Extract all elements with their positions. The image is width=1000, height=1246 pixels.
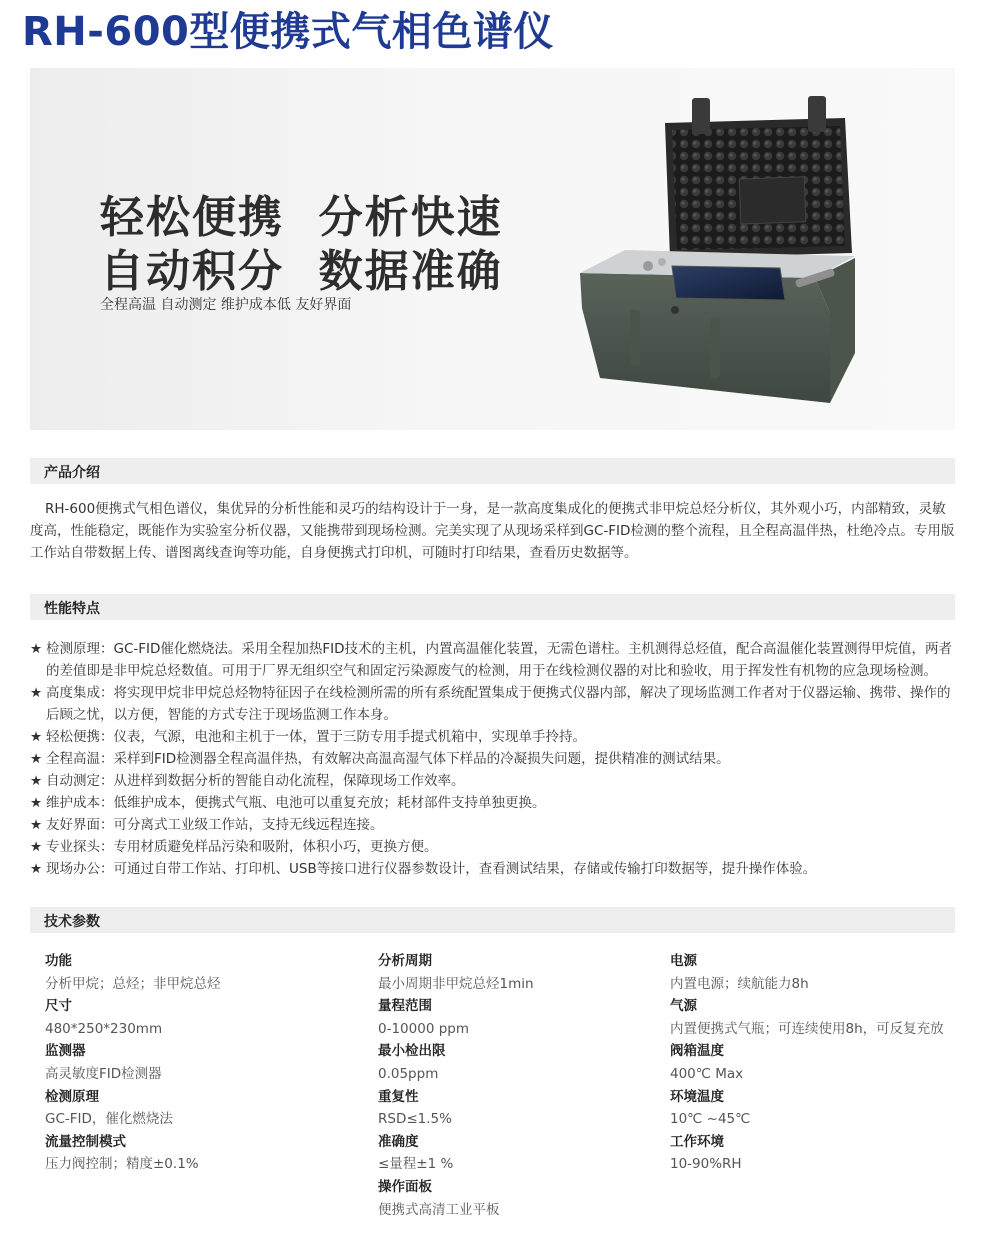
spec-label: 监测器 (45, 1043, 86, 1060)
specs-column-3 (670, 950, 944, 1176)
intro-paragraph: RH-600便携式气相色谱仪，集优异的分析性能和灵巧的结构设计于一身，是一款高度集成化的便携式非甲烷总烃分析仪，其外观小巧，内部精致，灵敏度高，性能稳定，既能作为实验室分析仪器，又能携带到现场检测。完美实现了从现场采样到GC-FID检测的整个流程，且全程高温伴热，杜绝冷点。专用版工作站自带数据上传、谱图离线查询等功能，自身便携式打印机，可随时打印结果，查看历史数据等。 (30, 501, 955, 561)
spec-label: 电源 (670, 953, 697, 969)
star-icon: ★ (30, 795, 43, 811)
section-title-specs: 技术参数 (44, 914, 100, 930)
spec-label: 阀箱温度 (670, 1043, 724, 1060)
spec-label: 功能 (45, 953, 72, 969)
hero-slogan-line1: 轻松便携 分析快速 (100, 192, 503, 243)
features-list (30, 638, 955, 880)
spec-label: 量程范围 (378, 998, 432, 1015)
hero-banner (30, 68, 955, 430)
feature-item: ★ 全程高温：采样到FID检测器全程高温伴热，有效解决高温高湿气体下样品的冷凝损失问题，提供精准的测试结果。 (30, 748, 955, 770)
page-title: RH-600型便携式气相色谱仪 (22, 9, 554, 55)
spec-value: 高灵敏度FID检测器 (45, 1065, 162, 1082)
star-icon: ★ (30, 839, 43, 855)
spec-label: 检测原理 (45, 1088, 99, 1105)
spec-value: 内置电源；续航能力8h (670, 975, 809, 992)
section-header-intro (30, 458, 955, 484)
spec-value: 10-90%RH (670, 1156, 742, 1173)
star-icon: ★ (30, 817, 43, 833)
spec-value: 400℃ Max (670, 1065, 744, 1082)
spec-label: 准确度 (378, 1133, 419, 1150)
star-icon: ★ (30, 641, 43, 657)
spec-value: 内置便携式气瓶；可连续使用8h，可反复充放 (670, 1020, 944, 1037)
hero-slogan-line2: 自动积分 数据准确 (100, 246, 503, 297)
gas-chromatograph-image (570, 78, 960, 418)
feature-item: ★ 检测原理：GC-FID催化燃烧法。采用全程加热FID技术的主机，内置高温催化装置，无需色谱柱。主机测得总烃值，配合高温催化装置测得甲烷值，两者的差值即是非甲烷总烃数值。可用于厂界无组织空气和固定污染源废气的检测，用于在线检测仪器的对比和验收，用于挥发性有机物的应急现场检测。 (30, 638, 955, 682)
spec-value: ≤量程±1 % (378, 1156, 454, 1173)
hero-tagline: 全程高温 自动测定 维护成本低 友好界面 (100, 297, 352, 313)
feature-item: ★ 专业探头：专用材质避免样品污染和吸附，体积小巧，更换方便。 (30, 836, 955, 858)
spec-value: 最小周期非甲烷总烃1min (378, 975, 534, 992)
section-header-features (30, 594, 955, 620)
feature-item: ★ 高度集成：将实现甲烷非甲烷总烃物特征因子在线检测所需的所有系统配置集成于便携式仪器内部，解决了现场监测工作者对于仪器运输、携带、操作的后顾之忧，以方便，智能的方式专注于现场监测工作本身。 (30, 682, 955, 726)
spec-value: 10℃ ~45℃ (670, 1111, 751, 1128)
spec-label: 工作环境 (670, 1133, 724, 1150)
spec-label: 操作面板 (378, 1178, 432, 1195)
spec-value: 0-10000 ppm (378, 1020, 469, 1037)
feature-item: ★ 友好界面：可分离式工业级工作站，支持无线远程连接。 (30, 814, 955, 836)
star-icon: ★ (30, 729, 43, 745)
spec-value: 便携式高清工业平板 (378, 1201, 500, 1218)
star-icon: ★ (30, 773, 43, 789)
star-icon: ★ (30, 685, 43, 701)
star-icon: ★ (30, 751, 43, 767)
section-header-specs (30, 907, 955, 933)
spec-label: 流量控制模式 (45, 1133, 126, 1150)
spec-label: 最小检出限 (378, 1043, 446, 1060)
spec-value: RSD≤1.5% (378, 1111, 452, 1128)
feature-item: ★ 维护成本：低维护成本，便携式气瓶、电池可以重复充放；耗材部件支持单独更换。 (30, 792, 955, 814)
spec-value: 压力阀控制；精度±0.1% (45, 1156, 199, 1173)
specs-column-1 (45, 950, 221, 1176)
spec-value: 0.05ppm (378, 1065, 439, 1082)
specs-column-2 (378, 950, 534, 1221)
feature-item: ★ 轻松便携：仪表，气源，电池和主机于一体，置于三防专用手提式机箱中，实现单手拎持。 (30, 726, 955, 748)
section-title-intro: 产品介绍 (44, 465, 100, 481)
spec-value: GC-FID，催化燃烧法 (45, 1111, 173, 1128)
star-icon: ★ (30, 861, 43, 877)
spec-label: 尺寸 (45, 998, 72, 1015)
spec-label: 分析周期 (378, 953, 432, 969)
feature-item: ★ 自动测定：从进样到数据分析的智能自动化流程，保障现场工作效率。 (30, 770, 955, 792)
spec-value: 分析甲烷；总烃；非甲烷总烃 (45, 975, 221, 992)
spec-value: 480*250*230mm (45, 1020, 163, 1037)
feature-item: ★ 现场办公：可通过自带工作站、打印机、USB等接口进行仪器参数设计，查看测试结果，存储或传输打印数据等，提升操作体验。 (30, 858, 955, 880)
section-title-features: 性能特点 (44, 601, 100, 617)
spec-label: 重复性 (378, 1088, 419, 1105)
spec-label: 气源 (670, 998, 697, 1015)
spec-label: 环境温度 (670, 1088, 724, 1105)
